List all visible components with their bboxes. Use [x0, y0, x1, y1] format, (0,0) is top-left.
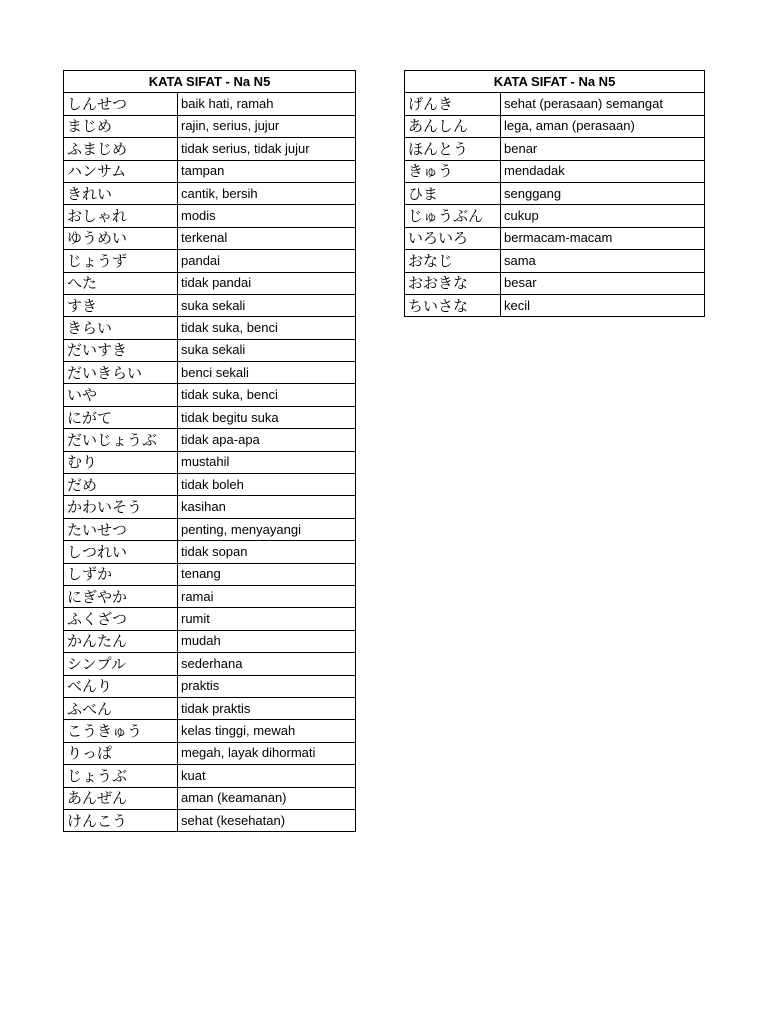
- table-row: [405, 160, 705, 182]
- meaning-cell: tidak sopan: [178, 541, 356, 563]
- japanese-word-cell: けんこう: [64, 809, 178, 831]
- meaning-cell: tenang: [178, 563, 356, 585]
- table-row: [64, 653, 356, 675]
- table-row: [405, 250, 705, 272]
- table-row: [64, 406, 356, 428]
- japanese-word-cell: まじめ: [64, 115, 178, 137]
- table-row: [64, 496, 356, 518]
- table-row: [64, 675, 356, 697]
- meaning-cell: besar: [501, 272, 705, 294]
- japanese-word-cell: しんせつ: [64, 93, 178, 115]
- table-row: [405, 138, 705, 160]
- japanese-word-cell: べんり: [64, 675, 178, 697]
- table-row: [405, 115, 705, 137]
- meaning-cell: aman (keamanan): [178, 787, 356, 809]
- table-row: [64, 742, 356, 764]
- meaning-cell: kecil: [501, 294, 705, 316]
- meaning-cell: suka sekali: [178, 294, 356, 316]
- meaning-cell: benci sekali: [178, 362, 356, 384]
- japanese-word-cell: おなじ: [405, 250, 501, 272]
- meaning-cell: tidak serius, tidak jujur: [178, 138, 356, 160]
- japanese-word-cell: ふくざつ: [64, 608, 178, 630]
- table-row: [405, 294, 705, 316]
- meaning-cell: tidak suka, benci: [178, 317, 356, 339]
- table-title: KATA SIFAT - Na N5: [405, 71, 705, 93]
- japanese-word-cell: にぎやか: [64, 585, 178, 607]
- meaning-cell: tidak apa-apa: [178, 429, 356, 451]
- table-row: [405, 182, 705, 204]
- table-row: [64, 115, 356, 137]
- table-title: KATA SIFAT - Na N5: [64, 71, 356, 93]
- japanese-word-cell: だいきらい: [64, 362, 178, 384]
- table-row: [64, 227, 356, 249]
- table-row: [64, 317, 356, 339]
- meaning-cell: cukup: [501, 205, 705, 227]
- meaning-cell: mustahil: [178, 451, 356, 473]
- japanese-word-cell: むり: [64, 451, 178, 473]
- table-row: [64, 250, 356, 272]
- meaning-cell: modis: [178, 205, 356, 227]
- vocab-table-right: [404, 70, 705, 317]
- table-row: [64, 182, 356, 204]
- meaning-cell: tidak pandai: [178, 272, 356, 294]
- meaning-cell: benar: [501, 138, 705, 160]
- table-body: [405, 93, 705, 317]
- table-row: [64, 339, 356, 361]
- table-row: [64, 765, 356, 787]
- japanese-word-cell: おしゃれ: [64, 205, 178, 227]
- table-header-row: [64, 71, 356, 93]
- meaning-cell: rajin, serius, jujur: [178, 115, 356, 137]
- japanese-word-cell: あんぜん: [64, 787, 178, 809]
- table-row: [64, 362, 356, 384]
- meaning-cell: sederhana: [178, 653, 356, 675]
- japanese-word-cell: だいすき: [64, 339, 178, 361]
- meaning-cell: rumit: [178, 608, 356, 630]
- japanese-word-cell: こうきゅう: [64, 720, 178, 742]
- meaning-cell: praktis: [178, 675, 356, 697]
- japanese-word-cell: おおきな: [405, 272, 501, 294]
- meaning-cell: baik hati, ramah: [178, 93, 356, 115]
- meaning-cell: ramai: [178, 585, 356, 607]
- japanese-word-cell: ふべん: [64, 697, 178, 719]
- table-body: [64, 93, 356, 832]
- japanese-word-cell: ひま: [405, 182, 501, 204]
- table-row: [64, 474, 356, 496]
- table-row: [405, 227, 705, 249]
- table-row: [405, 93, 705, 115]
- japanese-word-cell: かんたん: [64, 630, 178, 652]
- japanese-word-cell: きらい: [64, 317, 178, 339]
- table-row: [64, 541, 356, 563]
- japanese-word-cell: きゅう: [405, 160, 501, 182]
- table-row: [64, 608, 356, 630]
- meaning-cell: tampan: [178, 160, 356, 182]
- meaning-cell: tidak praktis: [178, 697, 356, 719]
- japanese-word-cell: きれい: [64, 182, 178, 204]
- table-row: [64, 787, 356, 809]
- table-row: [64, 160, 356, 182]
- meaning-cell: kelas tinggi, mewah: [178, 720, 356, 742]
- table-row: [64, 205, 356, 227]
- meaning-cell: megah, layak dihormati: [178, 742, 356, 764]
- japanese-word-cell: たいせつ: [64, 518, 178, 540]
- japanese-word-cell: だめ: [64, 474, 178, 496]
- table-row: [405, 205, 705, 227]
- japanese-word-cell: ゆうめい: [64, 227, 178, 249]
- meaning-cell: terkenal: [178, 227, 356, 249]
- meaning-cell: pandai: [178, 250, 356, 272]
- meaning-cell: sehat (kesehatan): [178, 809, 356, 831]
- meaning-cell: kasihan: [178, 496, 356, 518]
- japanese-word-cell: シンプル: [64, 653, 178, 675]
- japanese-word-cell: じゅうぶん: [405, 205, 501, 227]
- japanese-word-cell: げんき: [405, 93, 501, 115]
- meaning-cell: tidak begitu suka: [178, 406, 356, 428]
- japanese-word-cell: にがて: [64, 406, 178, 428]
- table-row: [64, 93, 356, 115]
- meaning-cell: tidak boleh: [178, 474, 356, 496]
- vocab-table-left: [63, 70, 356, 832]
- meaning-cell: penting, menyayangi: [178, 518, 356, 540]
- meaning-cell: sama: [501, 250, 705, 272]
- table-row: [64, 518, 356, 540]
- japanese-word-cell: だいじょうぶ: [64, 429, 178, 451]
- japanese-word-cell: かわいそう: [64, 496, 178, 518]
- table-header-row: [405, 71, 705, 93]
- japanese-word-cell: あんしん: [405, 115, 501, 137]
- table-row: [64, 563, 356, 585]
- meaning-cell: mendadak: [501, 160, 705, 182]
- meaning-cell: tidak suka, benci: [178, 384, 356, 406]
- table-row: [64, 429, 356, 451]
- table-row: [64, 809, 356, 831]
- meaning-cell: suka sekali: [178, 339, 356, 361]
- japanese-word-cell: りっぱ: [64, 742, 178, 764]
- table-row: [64, 720, 356, 742]
- meaning-cell: kuat: [178, 765, 356, 787]
- japanese-word-cell: じょうず: [64, 250, 178, 272]
- japanese-word-cell: ちいさな: [405, 294, 501, 316]
- japanese-word-cell: へた: [64, 272, 178, 294]
- table-row: [64, 384, 356, 406]
- meaning-cell: senggang: [501, 182, 705, 204]
- japanese-word-cell: ふまじめ: [64, 138, 178, 160]
- table-row: [64, 272, 356, 294]
- japanese-word-cell: ハンサム: [64, 160, 178, 182]
- meaning-cell: mudah: [178, 630, 356, 652]
- japanese-word-cell: ほんとう: [405, 138, 501, 160]
- meaning-cell: lega, aman (perasaan): [501, 115, 705, 137]
- table-row: [64, 697, 356, 719]
- table-row: [64, 294, 356, 316]
- table-row: [64, 138, 356, 160]
- table-row: [64, 451, 356, 473]
- japanese-word-cell: しずか: [64, 563, 178, 585]
- table-row: [64, 585, 356, 607]
- table-row: [405, 272, 705, 294]
- japanese-word-cell: いや: [64, 384, 178, 406]
- meaning-cell: sehat (perasaan) semangat: [501, 93, 705, 115]
- meaning-cell: cantik, bersih: [178, 182, 356, 204]
- meaning-cell: bermacam-macam: [501, 227, 705, 249]
- japanese-word-cell: いろいろ: [405, 227, 501, 249]
- table-row: [64, 630, 356, 652]
- japanese-word-cell: しつれい: [64, 541, 178, 563]
- japanese-word-cell: じょうぶ: [64, 765, 178, 787]
- japanese-word-cell: すき: [64, 294, 178, 316]
